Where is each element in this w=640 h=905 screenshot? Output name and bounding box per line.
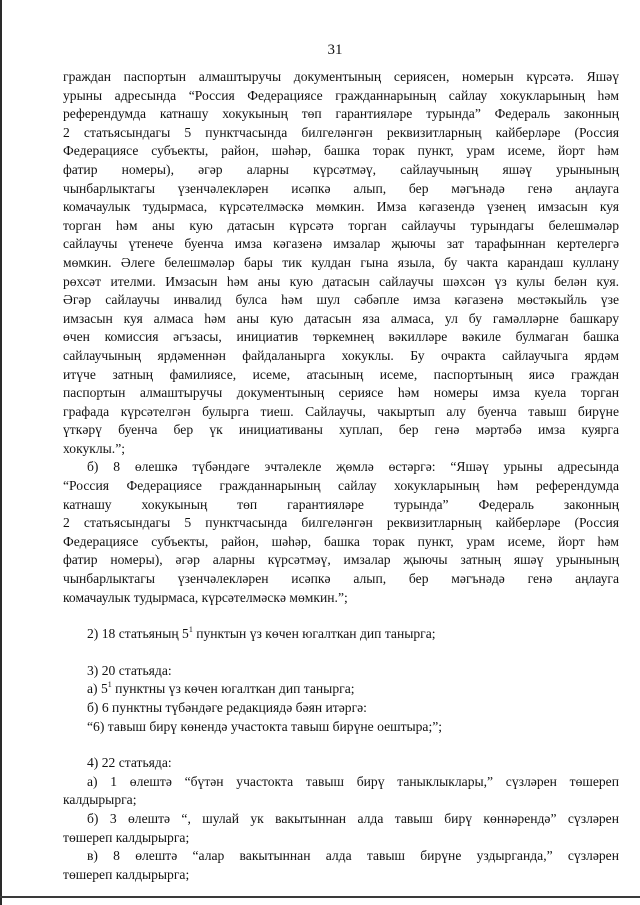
text-line: хокуклы.”; (63, 440, 126, 456)
item-3a-superscript: 1 (107, 680, 112, 690)
text-line: в) 8 өлештә “алар вакытыннан алда тавыш бирүне уздырганда,” сүзләрен (87, 848, 619, 864)
text-line: өчен комиссия әгъзасы, инициатив төркемнең вәкилләре вәкиле булмаган башка (63, 329, 619, 345)
scan-edge-left (0, 0, 2, 905)
text-line: төшереп калдырырга; (63, 866, 190, 882)
text-line: “Россия Федерациясе гражданнарының сайлау хокукларының һәм референдумда (63, 478, 619, 494)
text-line: Әгәр сайлаучы инвалид булса һәм шул сәбәпле имза кәгазенә мөстәкыйль үзе (63, 292, 619, 308)
paragraph-amendment-b (63, 458, 619, 607)
text-line: комачаулык тудырмаса, күрсәтелмәскә мөмкин.”; (63, 589, 348, 605)
page-number: 31 (327, 42, 343, 58)
text-line: фатир номеры), әгәр аларны күрсәтмәү, сайлаучының яшәү урынының (63, 161, 619, 177)
text-line: торган һәм аны кую датасын күрсәтә торган сайлаучы турындагы белешмәләр (63, 217, 619, 233)
text-line: сайлаучының ярдәменнән файдаланырга хокуклы. Бу очракта сайлаучыга ярдәм (63, 347, 619, 363)
text-line: чынбарлыктагы үзенчәлекләрен исәпкә алып, бер мәгънәдә генә аңлауга (63, 571, 619, 587)
scan-edge-bottom (0, 896, 640, 898)
text-line: итүче затның фамилиясе, исеме, атасының исеме, паспортының яисә граждан (63, 366, 619, 382)
item-3-heading: 3) 20 статьяда: (87, 662, 172, 678)
text-line: 2 статьясындагы 5 пунктчасында билгеләнгән реквизитларның кайберләре (Россия (63, 124, 619, 140)
text-line: үткәрү буенча бер үк инициативаны хуплап, бер генә мәртәбә имза куярга (63, 422, 619, 438)
text-line: имзасын куя алмаса һәм аны кую датасын яза алмаса, ул бу гамәлләрне башкару (63, 310, 619, 326)
text-line: рөхсәт ителми. Имзасын һәм аны кую датасын сайлаучы шәхсән үз кулы белән куя. (63, 273, 619, 289)
text-line: калдырырга; (63, 792, 137, 808)
text-line: 2 статьясындагы 5 пунктчасында билгеләнгән реквизитларның кайберләре (Россия (63, 515, 619, 531)
item-3b-quote: “6) тавыш бирү көнендә участокта тавыш бирүне оештыра;”; (87, 718, 443, 734)
text-line: комачаулык тудырмаса, күрсәтелмәскә мөмкин. Имза кәгазендә үзенең имзасын куя (63, 199, 619, 215)
item-2-superscript: 1 (188, 625, 193, 635)
item-3a-text-start: а) 5 (87, 681, 108, 697)
text-line: Федерациясе субъекты, район, шәһәр, башка торак пункт, урам исеме, йорт һәм (63, 533, 619, 549)
item-2-text-start: 2) 18 статьяның 5 (87, 626, 189, 642)
text-line: мөмкин. Әлеге белешмәләр бары тик кулдан гына языла, бу чакта карандаш куллану (63, 254, 619, 270)
paragraph-continuation (63, 68, 619, 458)
text-line: графада күрсәтелгән булырга тиеш. Сайлаучы, чакыртып алу буенча тавыш бирүне (63, 403, 619, 419)
document-body (63, 68, 619, 884)
text-line: урыны адресында “Россия Федерациясе гражданнарының сайлау хокукларының һәм (63, 87, 619, 103)
text-line: чынбарлыктагы үзенчәлекләрен исәпкә алып, бер мәгънәдә генә аңлауга (63, 180, 619, 196)
text-line: а) 1 өлештә “бүтән участокта тавыш бирү таныклыклары,” сүзләрен төшереп (87, 773, 619, 789)
text-line: сайлаучы үтенече буенча имза кәгазенә имзалар җыючы зат тарафыннан кертелергә (63, 236, 619, 252)
item-4c (63, 847, 619, 884)
item-3a (63, 680, 619, 699)
text-line: паспортын алмаштыручы документының сериясе һәм номеры имза куела торган (63, 385, 619, 401)
item-4a (63, 773, 619, 810)
text-line: Федерациясе субъекты, район, шәһәр, башка торак пункт, урам исеме, йорт һәм (63, 143, 619, 159)
item-2-text-end: пунктын үз көчен югалткан дип танырга; (192, 626, 436, 642)
item-4b (63, 810, 619, 847)
text-line: төшереп калдырырга; (63, 829, 190, 845)
item-3a-text-end: пунктны үз көчен югалткан дип танырга; (111, 681, 355, 697)
text-line: референдумда катнашу хокукының төп гарантияләре турында” Федераль законның (63, 106, 619, 122)
item-4-heading: 4) 22 статьяда: (87, 755, 172, 771)
text-line: граждан паспортын алмаштыручы документының сериясен, номерын күрсәтә. Яшәү (63, 69, 619, 84)
text-line: б) 8 өлешкә түбәндәге эчтәлекле җөмлә өстәргә: “Яшәү урыны адресында (87, 459, 619, 475)
text-line: б) 3 өлештә “, шулай ук вакытыннан алда тавыш бирү көннәрендә” сүзләрен (87, 810, 619, 826)
text-line: фатир номеры), әгәр аларны күрсәтмәү, имзалар җыючы затның яшәү урынының (63, 552, 619, 568)
item-3b: б) 6 пунктны түбәндәге редакциядә бәян итәргә: (87, 700, 367, 715)
text-line: катнашу хокукының төп гарантияләре турында” Федераль законның (63, 496, 619, 512)
item-2 (63, 625, 619, 644)
